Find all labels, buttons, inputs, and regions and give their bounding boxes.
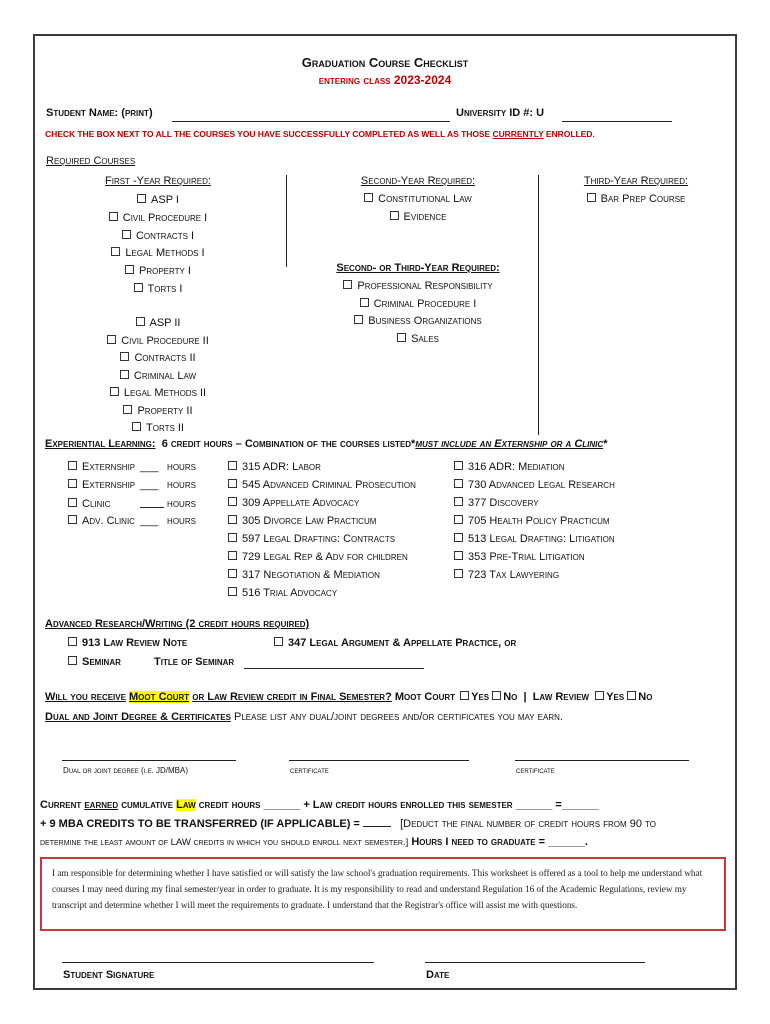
hours-blank[interactable]: ___ xyxy=(140,479,159,491)
checkbox[interactable] xyxy=(454,497,463,506)
course-item[interactable] xyxy=(228,551,408,563)
student-name-label: Student Name: (print) xyxy=(46,107,153,119)
date-field[interactable] xyxy=(425,962,645,963)
seminar-title-field[interactable] xyxy=(244,668,424,669)
course-item[interactable] xyxy=(454,533,615,545)
course-label: ASP I xyxy=(151,194,179,206)
course-item[interactable] xyxy=(58,230,258,242)
course-item[interactable] xyxy=(454,461,565,473)
checkbox[interactable] xyxy=(120,370,129,379)
course-label: 723 Tax Lawyering xyxy=(468,569,560,581)
course-label: Civil Procedure I xyxy=(122,212,208,224)
course-item[interactable] xyxy=(318,211,518,223)
disclaimer-text: I am responsible for determining whether I have satisfied or will satisfy the law school's graduation requirements. This worksheet is offered as a tool to help me understand what courses I may need during my final semester/year in order to graduate. It is my responsibility to read and understand Regulation 16 of the Academic Regulations, review my transcript and determine whether I will meet the requirements to graduate. I understand that the Registrar's office will assist me with questions. xyxy=(52,868,703,910)
course-label: Criminal Procedure I xyxy=(373,297,477,310)
checkbox[interactable] xyxy=(454,479,463,488)
moot-no-checkbox[interactable] xyxy=(492,691,501,700)
dual-degree-field-label: Dual or joint degree (i.e. JD/MBA) xyxy=(63,766,189,775)
checkbox[interactable] xyxy=(228,497,237,506)
course-item[interactable] xyxy=(228,533,395,545)
university-id-field[interactable] xyxy=(562,121,672,122)
page-title: Graduation Course Checklist xyxy=(301,55,469,70)
course-item[interactable] xyxy=(58,387,258,399)
credit-hours-line: Current earned cumulative Law credit hours ______ + Law credit hours enrolled this semester ______ =______ xyxy=(40,799,599,811)
course-label: 315 ADR: Labor xyxy=(242,461,321,473)
checkbox[interactable] xyxy=(68,637,77,646)
checkbox[interactable] xyxy=(68,498,77,507)
course-label: 516 Trial Advocacy xyxy=(242,587,338,599)
checkbox[interactable] xyxy=(136,317,145,326)
course-label: Property I xyxy=(139,265,191,277)
checkbox[interactable] xyxy=(360,298,369,307)
course-item[interactable] xyxy=(454,515,610,527)
checkbox[interactable] xyxy=(132,422,141,431)
checkbox[interactable] xyxy=(228,515,237,524)
course-label: Business Organizations xyxy=(368,315,482,327)
course-label: Criminal Law xyxy=(133,370,197,382)
checkbox[interactable] xyxy=(228,479,237,488)
student-name-field[interactable] xyxy=(172,121,450,122)
checkbox[interactable] xyxy=(111,247,120,256)
course-item[interactable] xyxy=(318,315,518,327)
advanced-writing-heading: Advanced Research/Writing (2 credit hours required) xyxy=(45,618,310,630)
experiential-hours-item[interactable] xyxy=(68,479,196,491)
hours-blank[interactable]: ___ xyxy=(140,461,159,473)
first-year-heading: First -Year Required: xyxy=(105,175,211,187)
checkbox[interactable] xyxy=(68,515,77,524)
course-item[interactable] xyxy=(58,335,258,347)
checkbox[interactable] xyxy=(107,335,116,344)
course-item[interactable] xyxy=(454,497,539,509)
law-review-yes-checkbox[interactable] xyxy=(595,691,604,700)
course-item[interactable] xyxy=(318,193,518,205)
course-label: Sales xyxy=(411,332,439,345)
course-item[interactable] xyxy=(58,370,258,382)
university-id-label: University ID #: U xyxy=(456,107,545,119)
course-item[interactable] xyxy=(58,247,258,259)
hours-unit: hours xyxy=(164,498,196,510)
course-item[interactable] xyxy=(454,551,585,563)
course-label: Legal Methods I xyxy=(125,247,205,259)
checkbox[interactable] xyxy=(390,211,399,220)
hours-unit: hours xyxy=(164,479,196,491)
checkbox[interactable] xyxy=(587,193,596,202)
column-divider xyxy=(538,175,539,435)
checkbox[interactable] xyxy=(228,587,237,596)
seminar-item[interactable]: Seminar xyxy=(68,656,121,668)
course-label: 597 Legal Drafting: Contracts xyxy=(242,533,396,545)
course-item[interactable] xyxy=(228,569,380,581)
course-label: 729 Legal Rep & Adv for children xyxy=(242,551,408,563)
dual-degree-instruction: Dual and Joint Degree & Certificates Please list any dual/joint degrees and/or certificates you may earn. xyxy=(45,711,563,723)
hours-item-label: Externship xyxy=(82,461,136,473)
course-item[interactable] xyxy=(58,265,258,277)
hours-item-label: Externship xyxy=(82,479,136,491)
checkbox[interactable] xyxy=(110,387,119,396)
date-label: Date xyxy=(426,969,450,981)
hours-blank[interactable]: ___ xyxy=(140,515,159,527)
checkbox[interactable] xyxy=(228,551,237,560)
course-item[interactable] xyxy=(58,317,258,329)
checkbox[interactable] xyxy=(123,405,132,414)
checkbox[interactable] xyxy=(354,315,363,324)
required-courses-heading: Required Courses xyxy=(46,155,136,167)
checkbox[interactable] xyxy=(109,212,118,221)
certificate-field-label: certificate xyxy=(290,766,329,775)
experiential-hours-item[interactable] xyxy=(68,461,196,473)
checkbox[interactable] xyxy=(68,461,77,470)
hours-item-label: Adv. Clinic xyxy=(82,515,135,527)
course-label: 316 ADR: Mediation xyxy=(468,461,565,473)
course-label: 353 Pre-Trial Litigation xyxy=(468,551,585,563)
checkbox[interactable] xyxy=(228,569,237,578)
course-label: Property II xyxy=(137,405,193,417)
checkbox[interactable] xyxy=(454,461,463,470)
hours-unit: hours xyxy=(164,515,196,527)
course-label: Professional Responsibility xyxy=(357,280,493,292)
course-item[interactable] xyxy=(454,569,559,581)
course-item[interactable] xyxy=(58,194,258,206)
law-review-note-item[interactable]: 913 Law Review Note xyxy=(68,637,187,649)
dual-degree-field[interactable] xyxy=(62,760,236,761)
law-review-no-checkbox[interactable] xyxy=(627,691,636,700)
experiential-hours-item[interactable] xyxy=(68,515,196,527)
checkbox[interactable] xyxy=(68,479,77,488)
course-item[interactable] xyxy=(454,479,615,491)
course-label: 545 Advanced Criminal Prosecution xyxy=(242,479,416,491)
course-item[interactable] xyxy=(58,212,258,224)
checkbox[interactable] xyxy=(364,193,373,202)
checkbox[interactable] xyxy=(125,265,134,274)
course-label: 305 Divorce Law Practicum xyxy=(242,515,377,527)
hours-item-label: Clinic xyxy=(82,498,111,510)
experiential-hours-item[interactable] xyxy=(68,497,196,510)
checkbox[interactable] xyxy=(68,656,77,665)
course-label: Bar Prep Course xyxy=(600,193,686,205)
course-label: 309 Appellate Advocacy xyxy=(242,497,360,509)
checkbox[interactable] xyxy=(122,230,131,239)
course-item[interactable] xyxy=(228,515,376,527)
course-label: Evidence xyxy=(403,211,447,223)
course-item[interactable] xyxy=(318,333,518,345)
course-item[interactable] xyxy=(318,298,518,310)
mba-credits-line: + 9 MBA CREDITS TO BE TRANSFERRED (IF APPLICABLE) = [Deduct the final number of credit hours from 90 to xyxy=(40,818,657,830)
checkbox[interactable] xyxy=(454,551,463,560)
moot-yes-checkbox[interactable] xyxy=(460,691,469,700)
course-label: Contracts II xyxy=(134,352,196,364)
moot-court-question: Will you receive Moot Court or Law Review credit in Final Semester? Moot Court Yes No | Law Review Yes No xyxy=(45,691,653,703)
course-item[interactable] xyxy=(536,193,736,205)
course-item[interactable] xyxy=(228,461,321,473)
course-label: Contracts I xyxy=(135,230,195,242)
checkbox[interactable] xyxy=(397,333,406,342)
second-year-heading: Second-Year Required: xyxy=(360,175,476,187)
graduate-hours-line: determine the least amount of LAW credits in which you should enroll next semester.] Hours I need to graduate = ______. xyxy=(40,836,588,848)
course-label: Civil Procedure II xyxy=(121,335,209,347)
course-label: 317 Negotiation & Mediation xyxy=(242,569,380,581)
student-signature-field[interactable] xyxy=(62,962,374,963)
course-label: Constitutional Law xyxy=(378,193,472,205)
checkbox[interactable] xyxy=(454,533,463,542)
course-label: Torts I xyxy=(147,283,183,295)
checkbox[interactable] xyxy=(228,533,237,542)
student-signature-label: Student Signature xyxy=(63,969,155,981)
checkbox[interactable] xyxy=(274,637,283,646)
course-item[interactable] xyxy=(58,422,258,434)
course-label: Torts II xyxy=(146,422,184,434)
course-item[interactable] xyxy=(58,405,258,417)
certificate-field-label: certificate xyxy=(516,766,555,775)
course-label: 730 Advanced Legal Research xyxy=(468,479,615,491)
checkbox[interactable] xyxy=(120,352,129,361)
checkbox[interactable] xyxy=(454,569,463,578)
disclaimer-box xyxy=(40,857,726,931)
legal-argument-item[interactable]: 347 Legal Argument & Appellate Practice, or xyxy=(274,637,516,649)
course-label: ASP II xyxy=(149,317,181,329)
checkbox[interactable] xyxy=(454,515,463,524)
seminar-title-label: Title of Seminar xyxy=(154,656,235,668)
class-subtitle: entering class 2023-2024 xyxy=(318,73,452,87)
course-item[interactable] xyxy=(228,587,337,599)
certificate-field-1[interactable] xyxy=(289,760,469,761)
certificate-field-2[interactable] xyxy=(515,760,689,761)
checkbox[interactable] xyxy=(343,280,352,289)
course-label: 705 Health Policy Practicum xyxy=(468,515,610,527)
instruction-text: CHECK THE BOX NEXT TO ALL THE COURSES YOU HAVE SUCCESSFULLY COMPLETED AS WELL AS THOSE CURRENTLY ENROLLED. xyxy=(45,129,595,139)
experiential-heading: Experiential Learning: 6 credit hours – Combination of the courses listed*must include an Externship or a Clinic* xyxy=(45,438,608,450)
course-label: Legal Methods II xyxy=(123,387,207,399)
course-item[interactable] xyxy=(318,280,518,292)
course-item[interactable] xyxy=(58,283,258,295)
hours-blank[interactable] xyxy=(140,497,164,508)
third-year-heading: Third-Year Required: xyxy=(583,175,689,187)
course-item[interactable] xyxy=(228,497,359,509)
checkbox[interactable] xyxy=(137,194,146,203)
second-or-third-heading: Second- or Third-Year Required: xyxy=(336,262,500,274)
course-item[interactable] xyxy=(58,352,258,364)
hours-unit: hours xyxy=(164,461,196,473)
course-item[interactable] xyxy=(228,479,416,491)
course-label: 377 Discovery xyxy=(468,497,539,509)
checkbox[interactable] xyxy=(228,461,237,470)
course-label: 513 Legal Drafting: Litigation xyxy=(468,533,615,545)
checkbox[interactable] xyxy=(134,283,143,292)
column-divider xyxy=(286,175,287,267)
